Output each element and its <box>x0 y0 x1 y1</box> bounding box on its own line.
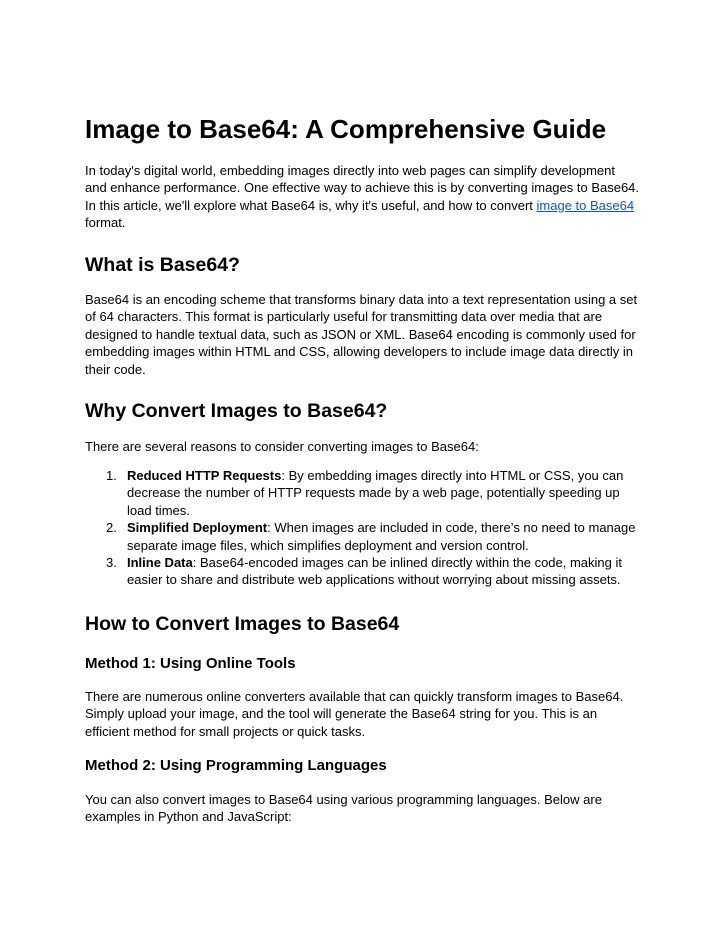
list-item-term: Simplified Deployment <box>127 520 268 536</box>
page-title: Image to Base64: A Comprehensive Guide <box>85 114 607 144</box>
list-item-term: Reduced HTTP Requests <box>127 468 282 483</box>
list-item-text: : When images are included in code, there’s no need to manage separate image files, which simplifies deployment and version control. <box>127 520 636 553</box>
list-item <box>85 519 640 554</box>
method2-paragraph: You can also convert images to Base64 using various programming languages. Below are examples in Python and JavaScript: <box>85 792 602 825</box>
method1-paragraph: There are numerous online converters available that can quickly transform images to Base64. Simply upload your image, and the tool will generate the Base64 string for you. This is an efficient method for small projects or quick tasks. <box>85 689 624 739</box>
intro-text: In today's digital world, embedding images directly into web pages can simplify development and enhance performance. One effective way to achieve this is by converting images to Base64. In this article, we'll explore what Base64 is, why it's useful, and how to convert <box>85 163 640 213</box>
image-to-base64-link[interactable]: image to Base64 <box>536 197 635 213</box>
list-number: 3. <box>106 555 117 571</box>
intro-paragraph <box>85 162 640 232</box>
intro-text-end: format. <box>85 215 126 231</box>
list-number: 2. <box>106 520 117 536</box>
section-heading-why-convert: Why Convert Images to Base64? <box>85 400 388 422</box>
list-item-term: Inline Data <box>127 555 193 571</box>
section-heading-how-to-convert: How to Convert Images to Base64 <box>85 613 400 635</box>
list-item-text: : Base64-encoded images can be inlined directly within the code, making it easier to share and distribute web applications without worrying about missing assets. <box>127 555 622 588</box>
reasons-list <box>85 467 640 589</box>
list-item <box>85 467 640 519</box>
list-item <box>85 554 640 589</box>
method2-heading: Method 2: Using Programming Languages <box>85 757 387 774</box>
method1-heading: Method 1: Using Online Tools <box>85 655 296 672</box>
list-item-text: : By embedding images directly into HTML or CSS, you can decrease the number of HTTP requests made by a web page, potentially speeding up load times. <box>127 468 624 518</box>
what-is-base64-paragraph: Base64 is an encoding scheme that transforms binary data into a text representation using a set of 64 characters. This format is particularly useful for transmitting data over media that are designed to handle textual data, such as JSON or XML. Base64 encoding is commonly used for embedding images within HTML and CSS, allowing developers to include image data directly in their code. <box>85 292 638 377</box>
section-heading-what-is-base64: What is Base64? <box>85 254 240 276</box>
list-number: 1. <box>106 468 117 483</box>
why-convert-intro: There are several reasons to consider converting images to Base64: <box>85 439 479 454</box>
